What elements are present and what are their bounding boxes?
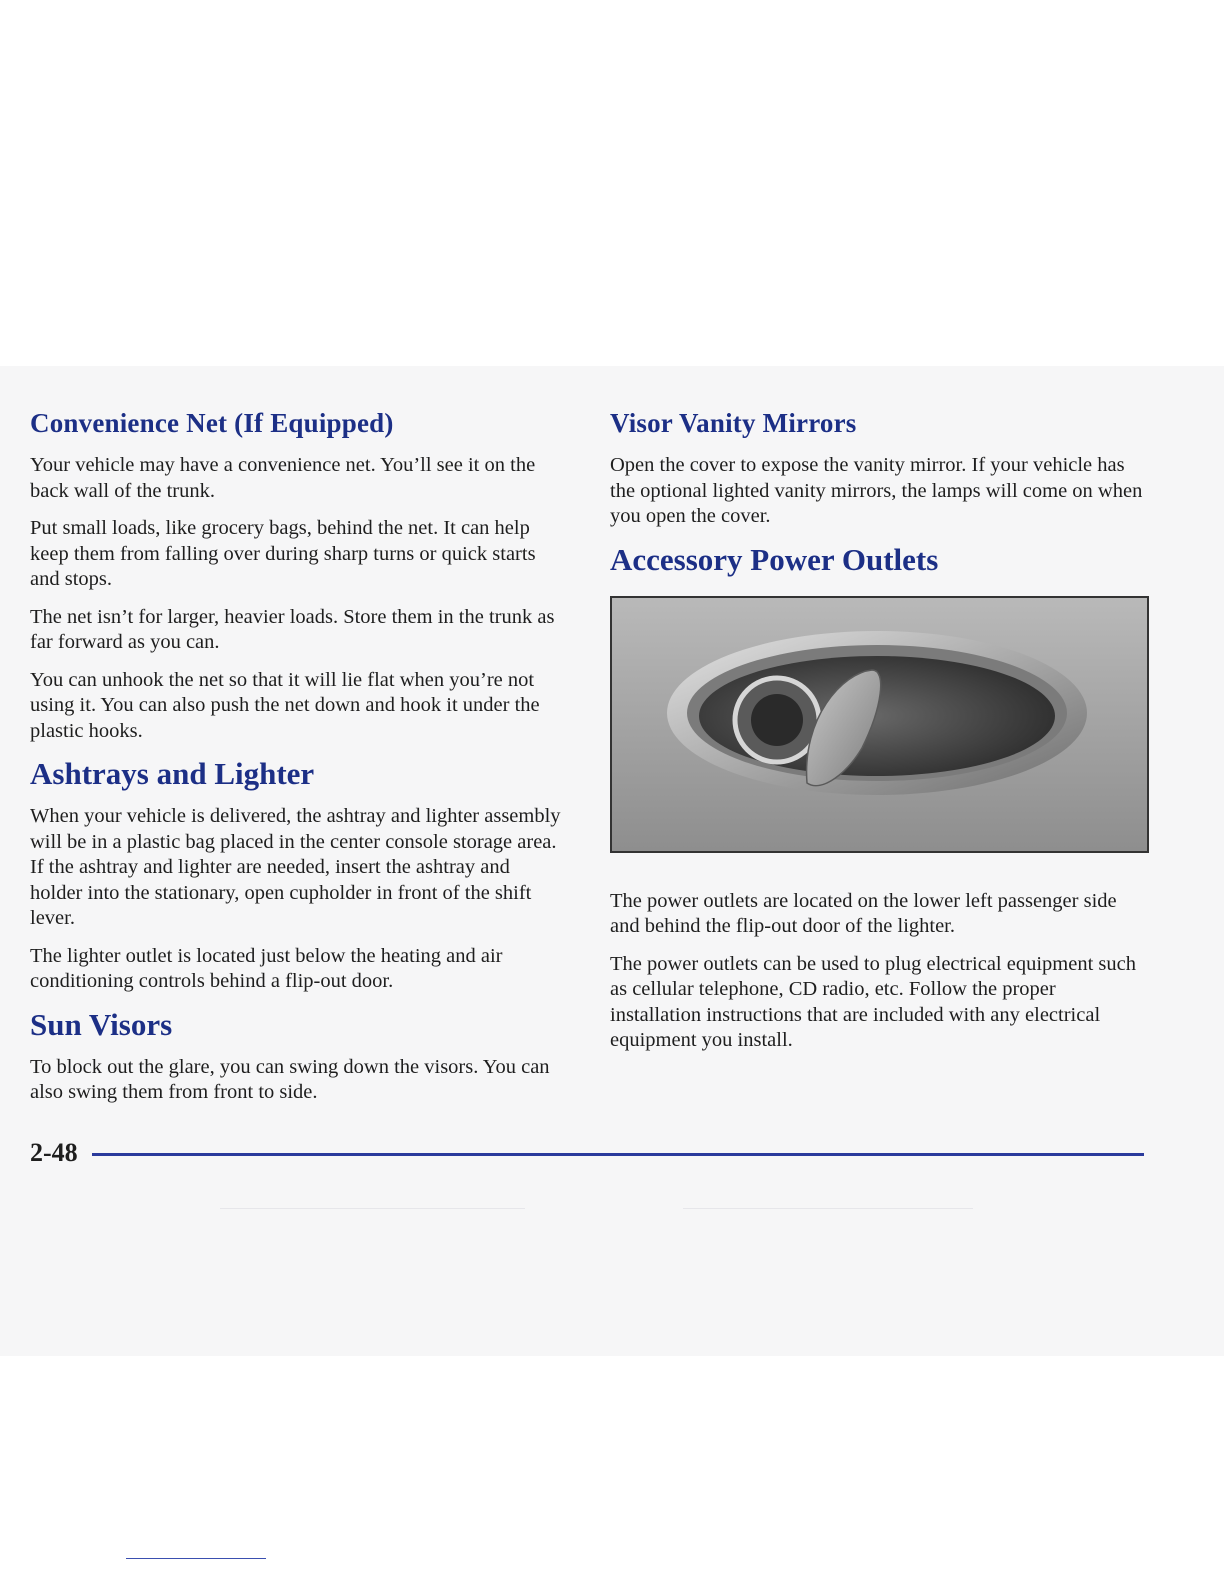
ashtrays-paragraph-1: When your vehicle is delivered, the ashtray and lighter assembly will be in a plastic bag placed in the center console storage area. If the ashtray and lighter are needed, insert the ashtray and holder into the stationary, open cupholder in front of the shift lever.	[30, 805, 561, 929]
power-outlet-illustration	[612, 598, 1147, 851]
bottom-underline	[126, 1558, 266, 1559]
right-column	[610, 408, 1145, 1066]
faint-divider-right	[683, 1208, 973, 1209]
ashtrays-heading: Ashtrays and Lighter	[30, 756, 315, 791]
sun-visors-paragraph-1: To block out the glare, you can swing down the visors. You can also swing them from front to side.	[30, 1055, 550, 1103]
convenience-net-paragraph-1: Your vehicle may have a convenience net. You’ll see it on the back wall of the trunk.	[30, 454, 536, 502]
power-outlets-paragraph-2: The power outlets can be used to plug electrical equipment such as cellular telephone, CD radio, etc. Follow the proper installation instructions that are included with any electrical equipment you install.	[610, 952, 1136, 1051]
convenience-net-paragraph-4: You can unhook the net so that it will lie flat when you’re not using it. You can also push the net down and hook it under the plastic hooks.	[30, 668, 540, 742]
power-outlets-paragraph-1: The power outlets are located on the lower left passenger side and behind the flip-out door of the lighter.	[610, 889, 1117, 937]
footer-rule	[92, 1153, 1144, 1156]
ashtrays-paragraph-2: The lighter outlet is located just below the heating and air conditioning controls behind a flip-out door.	[30, 944, 503, 992]
visor-mirrors-paragraph-1: Open the cover to expose the vanity mirror. If your vehicle has the optional lighted vanity mirrors, the lamps will come on when you open the cover.	[610, 454, 1143, 527]
sun-visors-heading: Sun Visors	[30, 1006, 173, 1042]
power-outlets-heading: Accessory Power Outlets	[610, 541, 939, 577]
page-number: 2-48	[30, 1138, 78, 1167]
visor-mirrors-heading: Visor Vanity Mirrors	[610, 408, 857, 438]
convenience-net-paragraph-2: Put small loads, like grocery bags, behind the net. It can help keep them from falling over during sharp turns or quick starts and stops.	[30, 517, 536, 590]
power-outlet-photo	[610, 596, 1149, 853]
convenience-net-paragraph-3: The net isn’t for larger, heavier loads. Store them in the trunk as far forward as you can.	[30, 605, 555, 653]
convenience-net-heading: Convenience Net (If Equipped)	[30, 408, 394, 438]
faint-divider-left	[220, 1208, 525, 1209]
left-column	[30, 408, 565, 1118]
